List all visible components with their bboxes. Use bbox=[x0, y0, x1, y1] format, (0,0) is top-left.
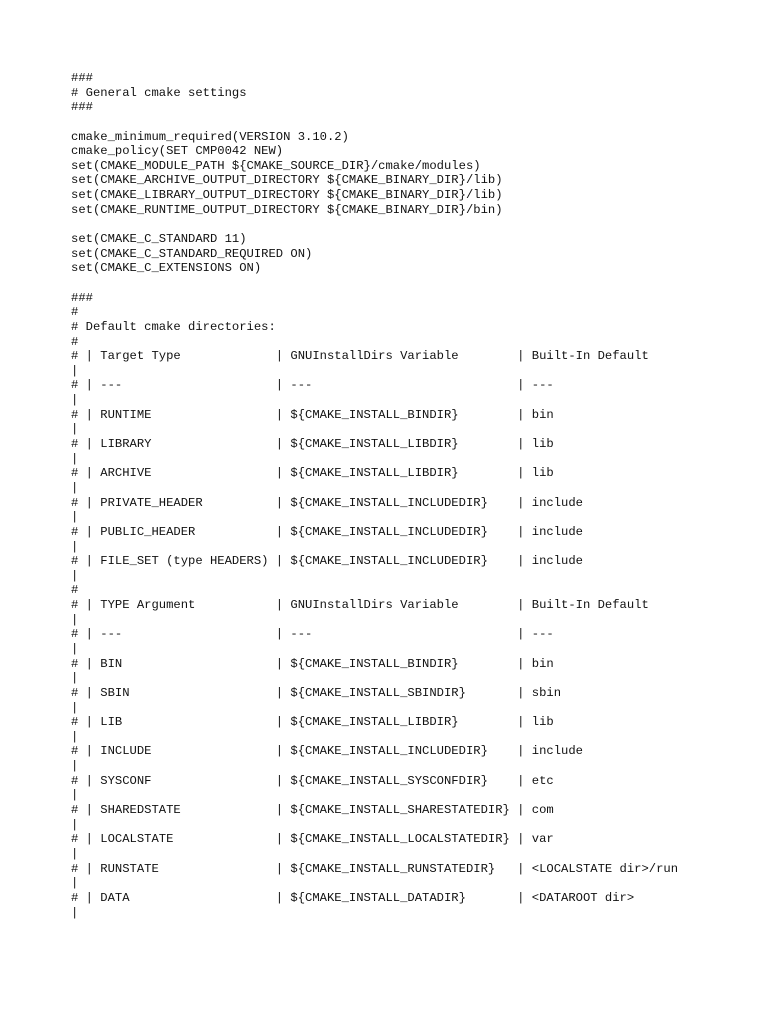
code-line: # bbox=[71, 305, 79, 320]
code-document bbox=[71, 71, 761, 920]
code-line: # | DATA | ${CMAKE_INSTALL_DATADIR} | <DATAROOT dir> bbox=[71, 890, 635, 905]
code-line: set(CMAKE_C_STANDARD_REQUIRED ON) bbox=[71, 246, 313, 261]
code-line: set(CMAKE_RUNTIME_OUTPUT_DIRECTORY ${CMAKE_BINARY_DIR}/bin) bbox=[71, 202, 503, 217]
code-line: # | LIBRARY | ${CMAKE_INSTALL_LIBDIR} | lib bbox=[71, 437, 554, 452]
code-line: set(CMAKE_LIBRARY_OUTPUT_DIRECTORY ${CMAKE_BINARY_DIR}/lib) bbox=[71, 188, 503, 203]
code-line: set(CMAKE_C_EXTENSIONS ON) bbox=[71, 261, 262, 276]
code-line: | bbox=[71, 700, 79, 715]
code-line: set(CMAKE_MODULE_PATH ${CMAKE_SOURCE_DIR}/cmake/modules) bbox=[71, 158, 481, 173]
code-line: # | PRIVATE_HEADER | ${CMAKE_INSTALL_INCLUDEDIR} | include bbox=[71, 495, 583, 510]
code-line bbox=[71, 115, 761, 130]
code-line: | bbox=[71, 363, 79, 378]
code-line: set(CMAKE_C_STANDARD 11) bbox=[71, 232, 247, 247]
code-line: # | LOCALSTATE | ${CMAKE_INSTALL_LOCALSTATEDIR} | var bbox=[71, 832, 554, 847]
code-line: # | LIB | ${CMAKE_INSTALL_LIBDIR} | lib bbox=[71, 715, 554, 730]
code-line: # | INCLUDE | ${CMAKE_INSTALL_INCLUDEDIR} | include bbox=[71, 744, 583, 759]
code-line: set(CMAKE_ARCHIVE_OUTPUT_DIRECTORY ${CMAKE_BINARY_DIR}/lib) bbox=[71, 173, 503, 188]
code-line: | bbox=[71, 759, 79, 774]
code-line: | bbox=[71, 510, 79, 525]
code-line: # | --- | --- | --- bbox=[71, 627, 554, 642]
code-line: | bbox=[71, 729, 79, 744]
code-line: cmake_minimum_required(VERSION 3.10.2) bbox=[71, 129, 349, 144]
code-line: # | SHAREDSTATE | ${CMAKE_INSTALL_SHARESTATEDIR} | com bbox=[71, 803, 554, 818]
code-line bbox=[71, 217, 761, 232]
code-line: # | RUNSTATE | ${CMAKE_INSTALL_RUNSTATEDIR} | <LOCALSTATE dir>/run bbox=[71, 861, 679, 876]
code-line: # bbox=[71, 334, 79, 349]
code-line: # | FILE_SET (type HEADERS) | ${CMAKE_INSTALL_INCLUDEDIR} | include bbox=[71, 554, 583, 569]
code-line: | bbox=[71, 876, 79, 891]
code-line: # General cmake settings bbox=[71, 85, 247, 100]
code-line: | bbox=[71, 846, 79, 861]
code-line: # | RUNTIME | ${CMAKE_INSTALL_BINDIR} | bin bbox=[71, 407, 554, 422]
code-line: ### bbox=[71, 71, 93, 85]
code-line: # | ARCHIVE | ${CMAKE_INSTALL_LIBDIR} | lib bbox=[71, 466, 554, 481]
code-line: | bbox=[71, 539, 79, 554]
code-line: | bbox=[71, 568, 79, 583]
code-line: cmake_policy(SET CMP0042 NEW) bbox=[71, 144, 284, 159]
code-line: | bbox=[71, 788, 79, 803]
code-line: | bbox=[71, 393, 79, 408]
code-line: # | SYSCONF | ${CMAKE_INSTALL_SYSCONFDIR} | etc bbox=[71, 773, 554, 788]
code-line: # | TYPE Argument | GNUInstallDirs Variable | Built-In Default bbox=[71, 598, 649, 613]
code-line: | bbox=[71, 422, 79, 437]
code-line: ### bbox=[71, 290, 93, 305]
code-line: | bbox=[71, 641, 79, 656]
code-line: # | Target Type | GNUInstallDirs Variable | Built-In Default bbox=[71, 349, 649, 364]
code-line: # | --- | --- | --- bbox=[71, 378, 554, 393]
code-line: # | BIN | ${CMAKE_INSTALL_BINDIR} | bin bbox=[71, 656, 554, 671]
code-line: | bbox=[71, 480, 79, 495]
code-line: # Default cmake directories: bbox=[71, 319, 276, 334]
code-line: | bbox=[71, 817, 79, 832]
code-line: | bbox=[71, 451, 79, 466]
code-line: | bbox=[71, 671, 79, 686]
code-line: | bbox=[71, 612, 79, 627]
code-line: # bbox=[71, 583, 79, 598]
code-line: # | PUBLIC_HEADER | ${CMAKE_INSTALL_INCLUDEDIR} | include bbox=[71, 524, 583, 539]
code-line: ### bbox=[71, 100, 93, 115]
code-line bbox=[71, 276, 761, 291]
code-line: | bbox=[71, 905, 79, 920]
code-line: # | SBIN | ${CMAKE_INSTALL_SBINDIR} | sbin bbox=[71, 685, 562, 700]
